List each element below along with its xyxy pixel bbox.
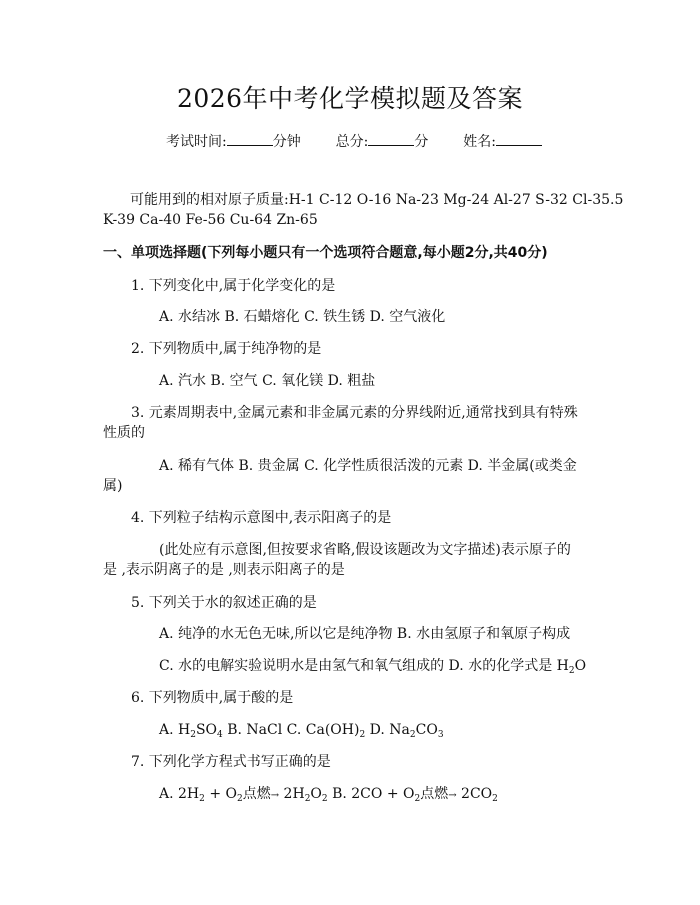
page-title: 2026年中考化学模拟题及答案 <box>176 84 524 113</box>
question-4-note-line2: 是 ,表示阴离子的是 ,则表示阳离子的是 <box>103 562 345 578</box>
question-3-options-line2: 属) <box>103 478 123 494</box>
question-1: 1. 下列变化中,属于化学变化的是 <box>131 278 336 294</box>
question-5-options-line1: A. 纯净的水无色无味,所以它是纯净物 B. 水由氢原子和氧原子构成 <box>159 626 571 642</box>
question-7-options: A. $2H_2 + O_2$点燃→ $2H_2O_2$ B. $2CO + O_2$点燃→ $2CO_2$ <box>159 786 498 804</box>
question-3-line2: 性质的 <box>103 425 145 441</box>
exam-meta <box>166 131 542 152</box>
question-6: 6. 下列物质中,属于酸的是 <box>131 690 294 706</box>
question-6-options: A. $H_2SO_4$ B. NaCl C. $Ca(OH)_2$ D. $Na_2CO_3$ <box>159 722 444 740</box>
name-label: 姓名: <box>463 134 496 150</box>
time-label: 考试时间: <box>166 134 227 150</box>
question-3-options-line1: A. 稀有气体 B. 贵金属 C. 化学性质很活泼的元素 D. 半金属(或类金 <box>159 458 577 474</box>
question-1-options: A. 水结冰 B. 石蜡熔化 C. 铁生锈 D. 空气液化 <box>159 309 446 325</box>
question-7: 7. 下列化学方程式书写正确的是 <box>131 754 331 770</box>
question-3-line1: 3. 元素周期表中,金属元素和非金属元素的分界线附近,通常找到具有特殊 <box>131 405 578 421</box>
score-blank <box>368 131 414 146</box>
question-5: 5. 下列关于水的叙述正确的是 <box>131 595 317 611</box>
section-heading: 一、单项选择题(下列每小题只有一个选项符合题意,每小题2分,共40分) <box>103 245 548 261</box>
atomic-mass-line2: K-39 Ca-40 Fe-56 Cu-64 Zn-65 <box>103 212 318 228</box>
question-5-options-line2: C. 水的电解实验说明水是由氢气和氧气组成的 D. 水的化学式是 $H_2O$ <box>159 658 587 676</box>
atomic-mass-line1: 可能用到的相对原子质量:H-1 C-12 O-16 Na-23 Mg-24 Al-27 S-32 Cl-35.5 <box>130 192 624 208</box>
name-blank <box>496 131 542 146</box>
time-blank <box>227 131 273 146</box>
question-2: 2. 下列物质中,属于纯净物的是 <box>131 341 322 357</box>
question-4-note-line1: (此处应有示意图,但按要求省略,假设该题改为文字描述)表示原子的 <box>159 542 571 558</box>
score-label: 总分: <box>335 134 369 150</box>
question-4: 4. 下列粒子结构示意图中,表示阳离子的是 <box>131 510 392 526</box>
score-unit: 分 <box>414 134 429 150</box>
question-2-options: A. 汽水 B. 空气 C. 氧化镁 D. 粗盐 <box>159 373 376 389</box>
time-unit: 分钟 <box>272 134 301 150</box>
